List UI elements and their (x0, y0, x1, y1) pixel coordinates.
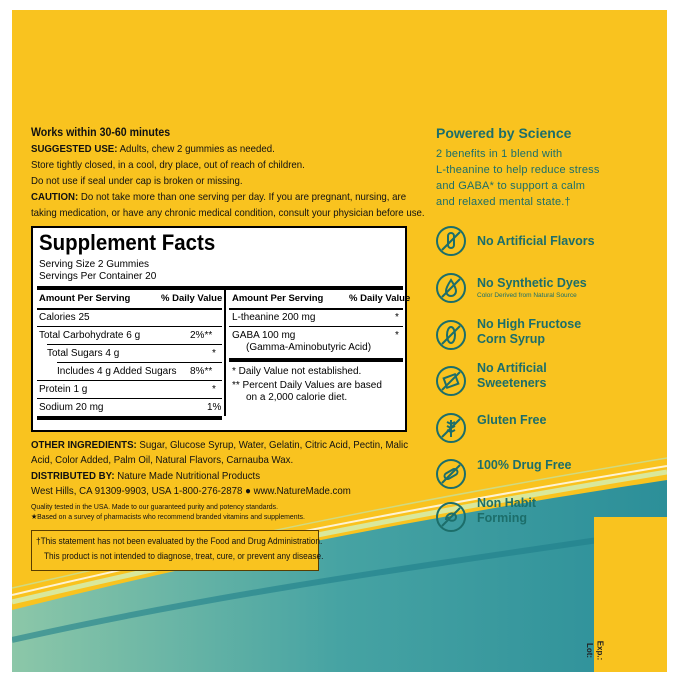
row-sodium-dv: 1% (207, 402, 222, 413)
claim-no-artificial-sweeteners-line-1: No Artificial (477, 361, 547, 375)
sweetener-icon (436, 366, 466, 396)
science-body-line-4: and relaxed mental state.† (436, 196, 571, 208)
suggested-use-text: Adults, chew 2 gummies as needed. (117, 143, 275, 155)
row-l-theanine: L-theanine 200 mg (232, 312, 316, 323)
row-added-sugars-dv: 8%** (190, 366, 213, 377)
row-protein: Protein 1 g (39, 384, 88, 395)
divider (37, 380, 222, 381)
claim-non-habit-line-2: Forming (477, 511, 527, 525)
divider (37, 326, 222, 327)
row-sodium: Sodium 20 mg (39, 402, 104, 413)
right-header-dv: % Daily Value (349, 293, 411, 304)
lot-exp-block (585, 517, 667, 672)
divider (37, 398, 222, 399)
claim-no-synthetic-dyes: No Synthetic Dyes (477, 276, 587, 290)
row-gaba-dv: * (395, 330, 399, 341)
distributed-by (31, 469, 260, 483)
divider (229, 358, 403, 362)
quality-text: Quality tested in the USA. Made to our guaranteed purity and potency standards. (31, 502, 279, 511)
row-sugars: Total Sugars 4 g (47, 348, 120, 359)
left-header-amount: Amount Per Serving (39, 293, 131, 304)
row-sugars-dv: * (212, 348, 216, 359)
drug-free-icon (436, 459, 466, 489)
other-ingredients-label: OTHER INGREDIENTS: (31, 439, 137, 451)
distributed-by-label: DISTRIBUTED BY: (31, 470, 115, 482)
corn-icon (436, 320, 466, 350)
divider (229, 308, 403, 310)
distributed-by-text: Nature Made Nutritional Products (114, 470, 261, 482)
natural-source-note: Color Derived from Natural Source (477, 292, 577, 299)
science-body (436, 146, 600, 210)
suggested-use (31, 142, 275, 156)
footnote-2: ** Percent Daily Values are based (232, 380, 382, 391)
claim-no-hfcs-line-1: No High Fructose (477, 317, 582, 331)
divider (37, 416, 222, 420)
row-carbohydrate-dv: 2%** (190, 330, 213, 341)
address: West Hills, CA 91309-9903, USA 1-800-276-2878 ● www.NatureMade.com (31, 485, 351, 497)
serving-size: Serving Size 2 Gummies (39, 259, 150, 270)
test-tube-icon (436, 226, 466, 256)
caution-label: CAUTION: (31, 191, 79, 203)
row-l-theanine-dv: * (395, 312, 399, 323)
footnote-1: * Daily Value not established. (232, 366, 362, 377)
fda-disclaimer-line-2: This product is not intended to diagnose, treat, cure, or prevent any disease. (44, 551, 324, 561)
other-ingredients (31, 438, 408, 452)
powered-by-science-heading: Powered by Science (436, 125, 572, 141)
gaba-full-name: (Gamma-Aminobutyric Acid) (246, 342, 372, 353)
fda-disclaimer-line-1: †This statement has not been evaluated by the Food and Drug Administration. (36, 536, 323, 546)
supplement-facts-panel (31, 226, 411, 432)
other-ingredients-line-1: Sugar, Glucose Syrup, Water, Gelatin, Citric Acid, Pectin, Malic (136, 439, 409, 451)
works-within-heading: Works within 30-60 minutes (31, 127, 171, 139)
divider (47, 344, 222, 345)
right-header-amount: Amount Per Serving (232, 293, 324, 304)
lot-exp-labels (585, 632, 606, 672)
habit-icon (436, 502, 466, 532)
survey-text: ★Based on a survey of pharmacists who recommend branded vitamins and supplements. (31, 512, 305, 521)
claim-no-artificial-sweeteners-line-2: Sweeteners (477, 376, 547, 390)
divider (37, 286, 403, 290)
claim-no-artificial-flavors: No Artificial Flavors (477, 234, 595, 248)
footnote-2-cont: on a 2,000 calorie diet. (246, 392, 348, 403)
claim-non-habit-line-1: Non Habit (477, 496, 537, 510)
lot-label: Lot: (585, 642, 595, 659)
row-protein-dv: * (212, 384, 216, 395)
science-body-line-2: L-theanine to help reduce stress (436, 164, 600, 176)
claim-no-hfcs-line-2: Corn Syrup (477, 332, 546, 346)
seal-text: Do not use if seal under cap is broken or missing. (31, 175, 243, 187)
caution-text (31, 190, 406, 204)
row-added-sugars: Includes 4 g Added Sugars (57, 366, 177, 377)
row-gaba: GABA 100 mg (232, 330, 296, 341)
left-header-dv: % Daily Value (161, 293, 223, 304)
suggested-use-label: SUGGESTED USE: (31, 143, 118, 155)
exp-label: Exp.: (595, 640, 605, 661)
divider (229, 326, 403, 327)
divider (57, 362, 222, 363)
claim-drug-free: 100% Drug Free (477, 458, 572, 472)
caution-line-1: Do not take more than one serving per day. If you are pregnant, nursing, are (78, 191, 407, 203)
science-body-line-3: and GABA* to support a calm (436, 180, 586, 192)
divider (37, 308, 222, 310)
column-divider (224, 286, 226, 416)
claim-gluten-free: Gluten Free (477, 413, 547, 427)
other-ingredients-line-2: Acid, Color Added, Palm Oil, Natural Flavors, Carnauba Wax. (31, 454, 294, 466)
product-label-panel (12, 10, 667, 672)
row-calories: Calories 25 (39, 312, 90, 323)
dye-drop-icon (436, 273, 466, 303)
servings-per-container: Servings Per Container 20 (39, 271, 157, 282)
row-carbohydrate: Total Carbohydrate 6 g (39, 330, 141, 341)
supplement-facts-title: Supplement Facts (39, 230, 216, 255)
wheat-icon (436, 413, 466, 443)
fda-disclaimer-box (31, 530, 324, 571)
caution-line-2: taking medication, or have any chronic medical condition, consult your physician before use. (31, 207, 425, 219)
storage-text: Store tightly closed, in a cool, dry place, out of reach of children. (31, 159, 305, 171)
science-body-line-1: 2 benefits in 1 blend with (436, 148, 563, 160)
